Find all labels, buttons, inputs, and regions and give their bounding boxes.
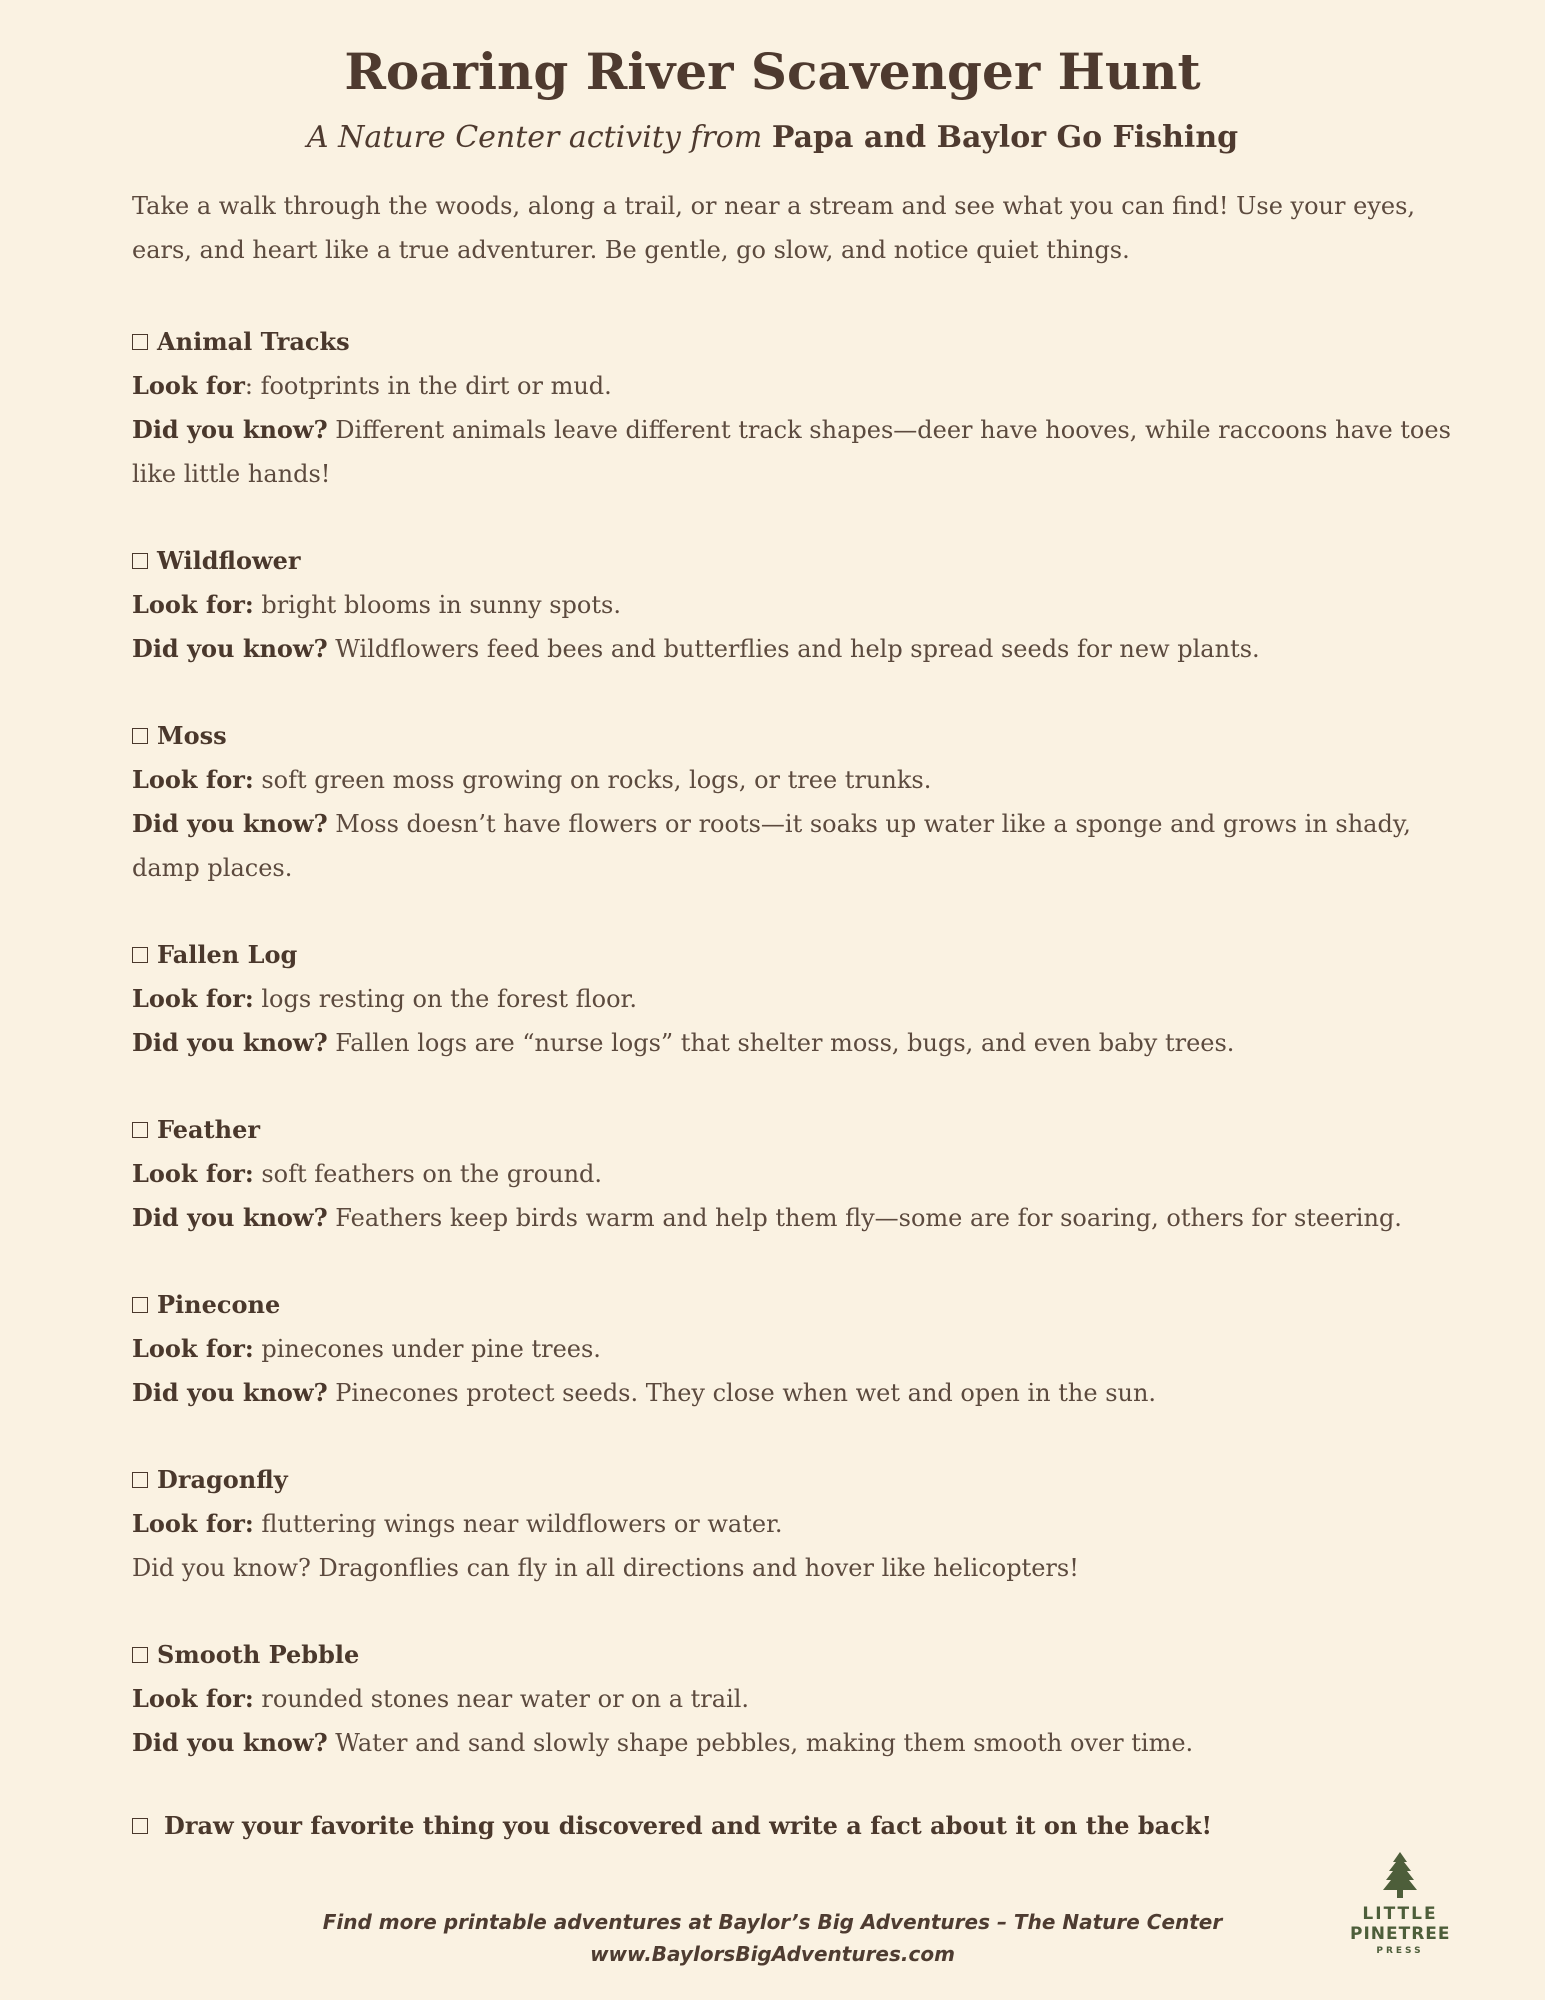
did-you-know-line <box>132 1721 1452 1765</box>
look-for-label: Look for: <box>132 765 254 794</box>
did-you-know-line <box>132 1196 1452 1240</box>
publisher-logo <box>1350 1852 1450 1958</box>
did-you-know-label: Did you know? <box>132 415 328 444</box>
look-for-line <box>132 1327 1452 1371</box>
did-you-know-text: Moss doesn’t have flowers or roots—it soaks up water like a sponge and grows in shady, damp places. <box>132 810 1411 882</box>
did-you-know-text: Different animals leave different track shapes—deer have hooves, while raccoons have toes like little hands! <box>132 416 1451 488</box>
page-subtitle <box>0 120 1545 155</box>
checkbox-icon[interactable] <box>132 553 148 569</box>
did-you-know-label: Did you know? <box>132 1728 328 1757</box>
did-you-know-text: Feathers keep birds warm and help them fly—some are for soaring, others for steering. <box>327 1204 1402 1232</box>
final-task-text: Draw your favorite thing you discovered and write a fact about it on the back! <box>164 1811 1212 1840</box>
item-name: Animal Tracks <box>157 327 350 356</box>
look-for-text: pinecones under pine trees. <box>253 1335 601 1363</box>
look-for-line <box>132 1677 1452 1721</box>
pine-tree-icon <box>1380 1852 1420 1898</box>
checkbox-icon[interactable] <box>132 1122 148 1138</box>
checkbox-icon[interactable] <box>132 947 148 963</box>
look-for-text: bright blooms in sunny spots. <box>253 591 621 619</box>
scavenger-item <box>132 933 1452 1065</box>
logo-text-line1: LITTLE <box>1362 1904 1438 1924</box>
did-you-know-line <box>132 408 1452 496</box>
did-you-know-text: Fallen logs are “nurse logs” that shelter moss, bugs, and even baby trees. <box>327 1029 1235 1057</box>
look-for-line <box>132 1152 1452 1196</box>
footer <box>0 1906 1545 1970</box>
did-you-know-text: Water and sand slowly shape pebbles, making them smooth over time. <box>327 1729 1194 1757</box>
logo-text-line2: PINETREE <box>1350 1924 1451 1944</box>
did-you-know-line <box>132 802 1452 890</box>
did-you-know-text: Pinecones protect seeds. They close when wet and open in the sun. <box>327 1379 1157 1407</box>
look-for-line <box>132 364 1452 408</box>
item-name: Feather <box>157 1115 260 1144</box>
did-you-know-label: Did you know? <box>132 1028 328 1057</box>
did-you-know-line <box>132 627 1452 671</box>
checkbox-icon[interactable] <box>132 1472 148 1488</box>
look-for-label: Look for: <box>132 984 254 1013</box>
look-for-line <box>132 977 1452 1021</box>
did-you-know-label: Did you know? <box>132 1554 311 1582</box>
did-you-know-line <box>132 1546 1452 1590</box>
item-name: Pinecone <box>157 1290 281 1319</box>
look-for-line <box>132 758 1452 802</box>
item-heading <box>132 1283 1452 1327</box>
item-heading <box>132 1458 1452 1502</box>
item-name: Fallen Log <box>157 940 298 969</box>
checkbox-icon[interactable] <box>132 728 148 744</box>
page-title: Roaring River Scavenger Hunt <box>344 42 1201 101</box>
scavenger-item <box>132 1633 1452 1765</box>
footer-website-link[interactable]: www.BaylorsBigAdventures.com <box>590 1942 955 1966</box>
look-for-line <box>132 1502 1452 1546</box>
look-for-line <box>132 583 1452 627</box>
look-for-label: Look for: <box>132 1159 254 1188</box>
did-you-know-label: Did you know? <box>132 809 328 838</box>
did-you-know-line <box>132 1371 1452 1415</box>
did-you-know-text: Wildflowers feed bees and butterflies and help spread seeds for new plants. <box>327 635 1260 663</box>
item-heading <box>132 933 1452 977</box>
intro-paragraph: Take a walk through the woods, along a trail, or near a stream and see what you can find! Use your eyes, ears, and heart like a true adventurer. Be gentle, go slow, and notice quiet things. <box>132 192 1416 264</box>
look-for-label: Look for: <box>132 590 254 619</box>
look-for-label: Look for: <box>132 1334 254 1363</box>
look-for-text: logs resting on the forest floor. <box>253 985 637 1013</box>
scavenger-item <box>132 1283 1452 1415</box>
checkbox-icon[interactable] <box>132 334 148 350</box>
item-heading <box>132 714 1452 758</box>
item-heading <box>132 320 1452 364</box>
subtitle-italic: A Nature Center activity from <box>306 120 772 155</box>
scavenger-item <box>132 320 1452 496</box>
checkbox-icon[interactable] <box>132 1818 148 1834</box>
final-task <box>132 1804 1432 1848</box>
look-for-text: : footprints in the dirt or mud. <box>244 372 612 400</box>
scavenger-item <box>132 714 1452 890</box>
look-for-label: Look for <box>132 371 245 400</box>
checkbox-icon[interactable] <box>132 1297 148 1313</box>
look-for-text: soft green moss growing on rocks, logs, or tree trunks. <box>253 766 932 794</box>
subtitle-book-title: Papa and Baylor Go Fishing <box>771 120 1239 155</box>
checkbox-icon[interactable] <box>132 1647 148 1663</box>
item-name: Smooth Pebble <box>157 1640 360 1669</box>
scavenger-item <box>132 1108 1452 1240</box>
look-for-label: Look for: <box>132 1509 254 1538</box>
scavenger-list <box>132 320 1452 1808</box>
look-for-text: soft feathers on the ground. <box>253 1160 603 1188</box>
look-for-text: rounded stones near water or on a trail. <box>253 1685 750 1713</box>
scavenger-item <box>132 539 1452 671</box>
scavenger-item <box>132 1458 1452 1590</box>
did-you-know-label: Did you know? <box>132 1203 328 1232</box>
footer-tagline: Find more printable adventures at Baylor’s Big Adventures – The Nature Center <box>322 1910 1223 1934</box>
did-you-know-text: Dragonflies can fly in all directions and hover like helicopters! <box>310 1554 1079 1582</box>
did-you-know-label: Did you know? <box>132 1378 328 1407</box>
look-for-label: Look for: <box>132 1684 254 1713</box>
item-heading <box>132 1633 1452 1677</box>
did-you-know-line <box>132 1021 1452 1065</box>
did-you-know-label: Did you know? <box>132 634 328 663</box>
item-name: Dragonfly <box>157 1465 288 1494</box>
item-name: Wildflower <box>157 546 301 575</box>
logo-text-line3: PRESS <box>1376 1946 1424 1956</box>
item-name: Moss <box>157 721 227 750</box>
item-heading <box>132 1108 1452 1152</box>
item-heading <box>132 539 1452 583</box>
look-for-text: fluttering wings near wildflowers or water. <box>253 1510 783 1538</box>
